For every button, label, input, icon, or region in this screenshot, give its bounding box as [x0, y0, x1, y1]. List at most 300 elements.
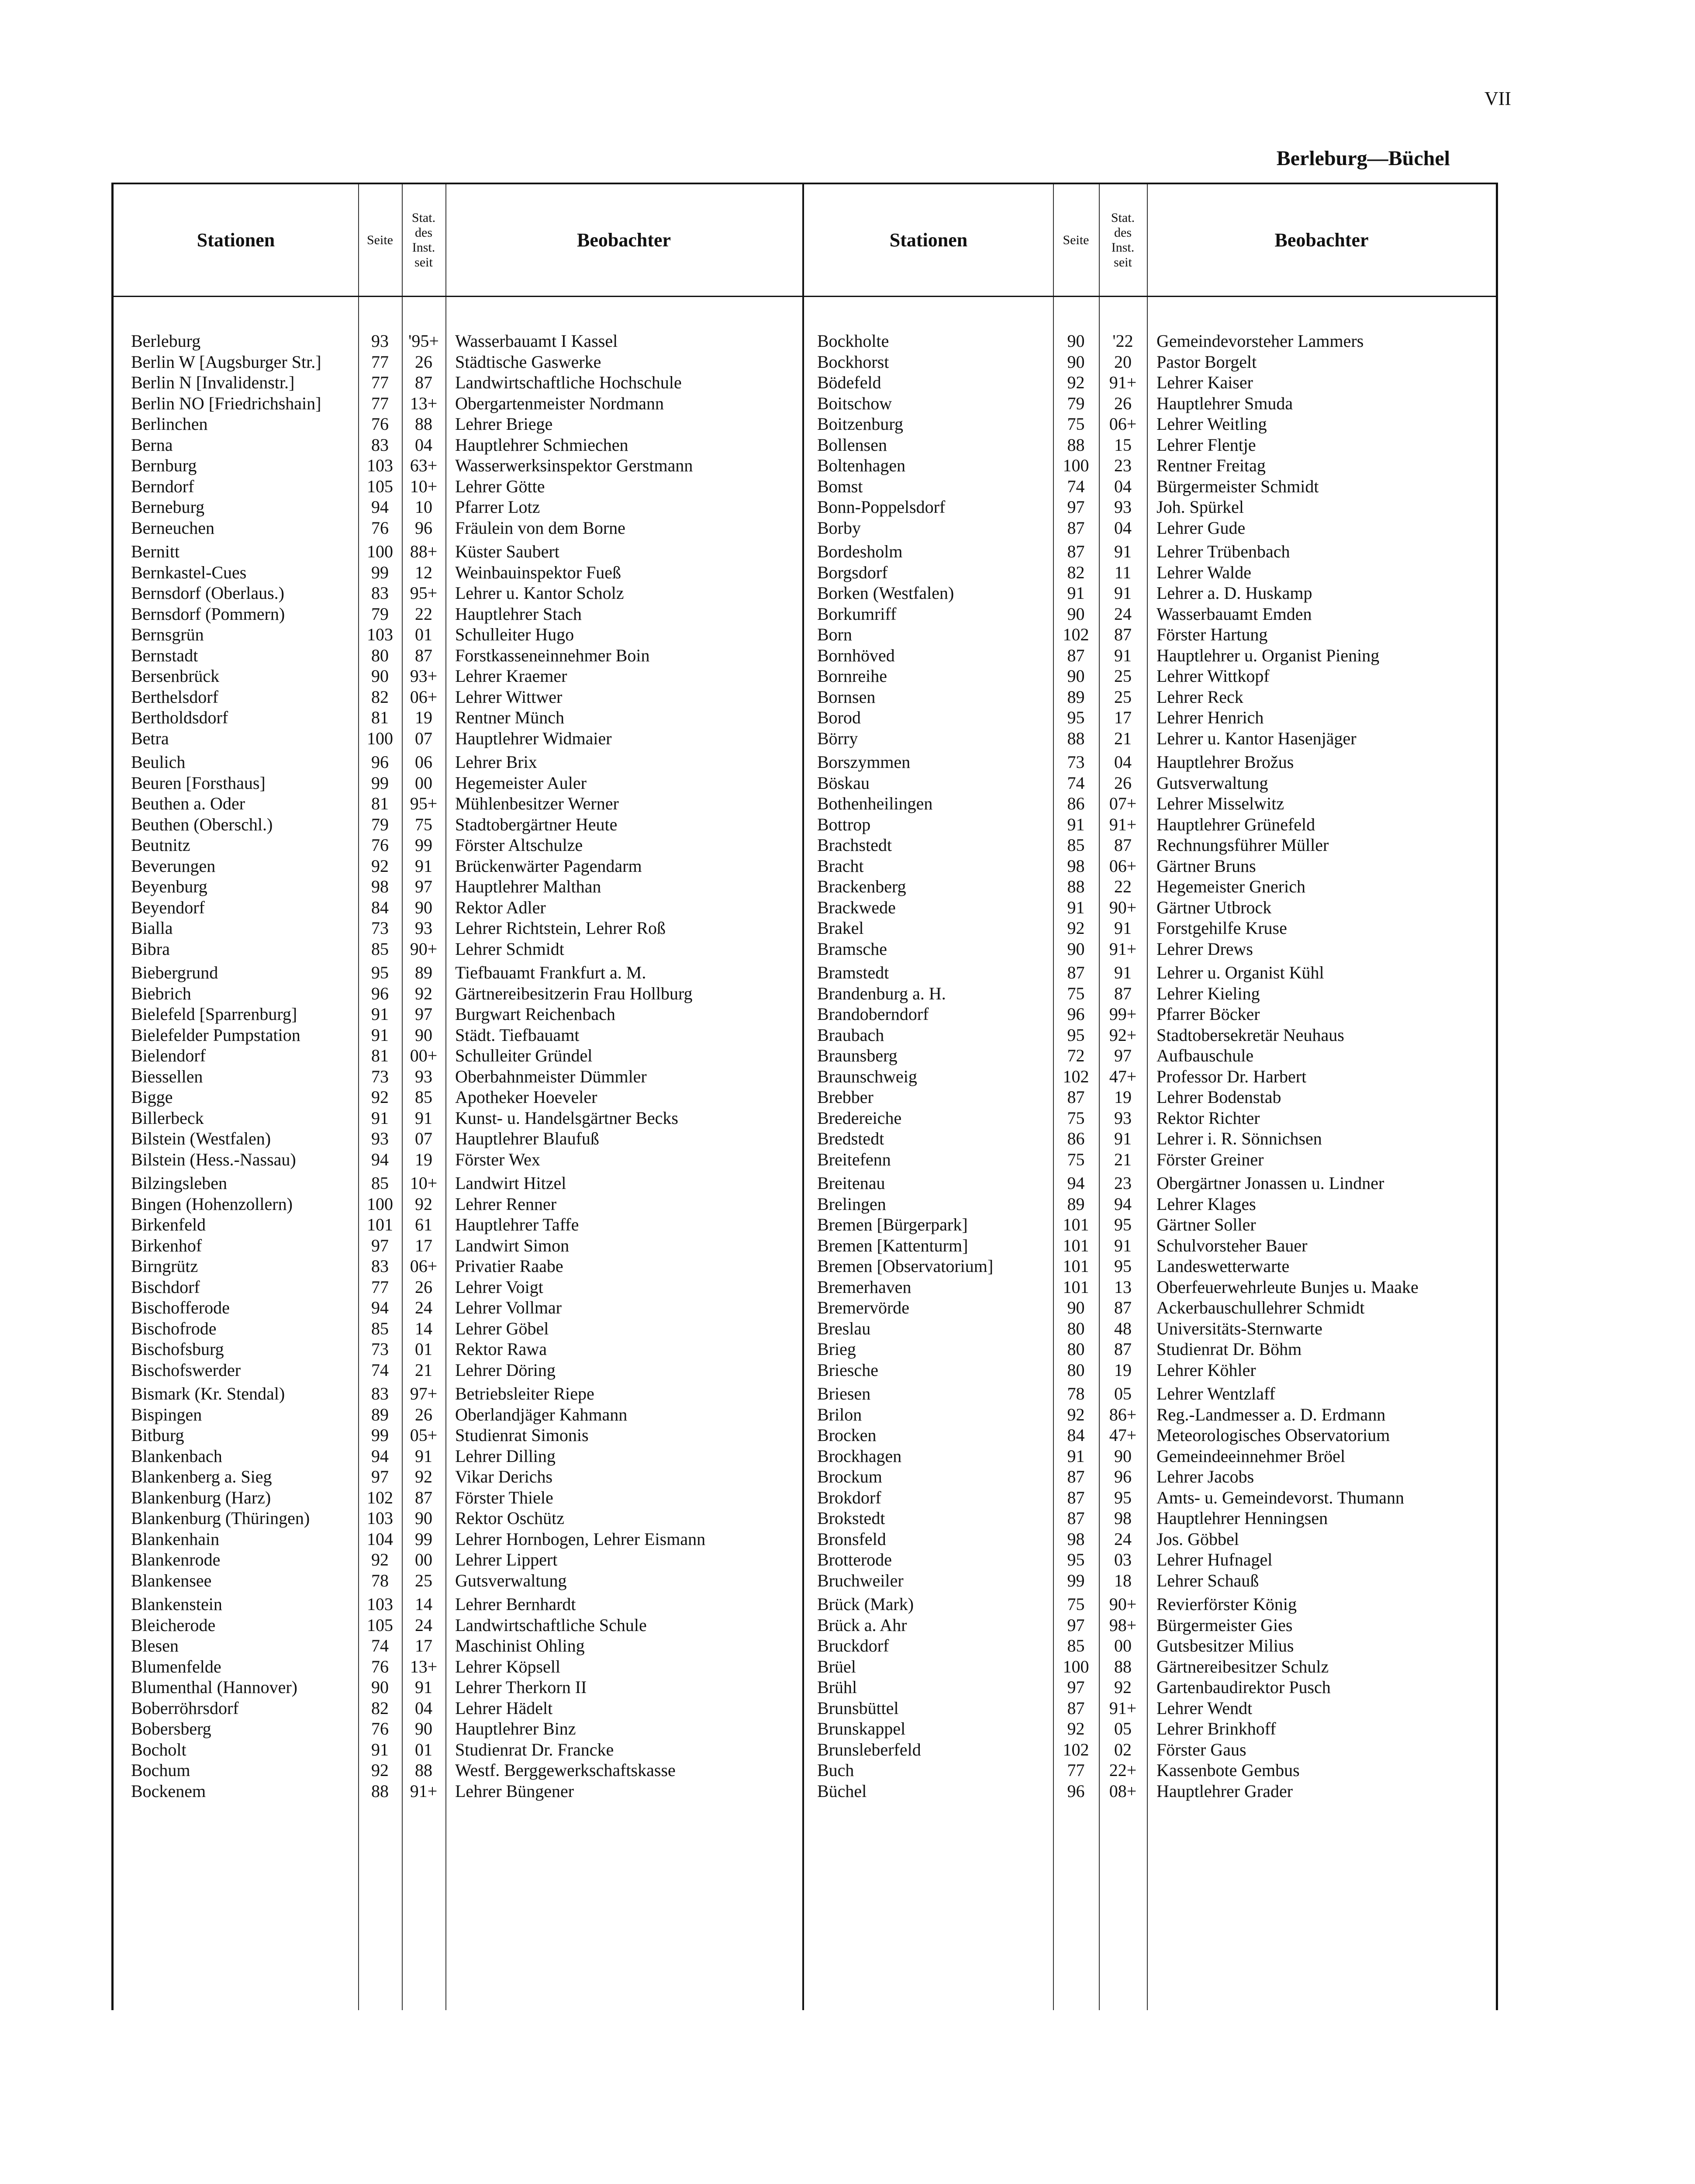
installed-since: 85: [415, 1087, 432, 1107]
page-ref: 73: [371, 1339, 389, 1359]
installed-since: 95: [1114, 1256, 1132, 1276]
station-name: Bernsgrün: [131, 625, 204, 644]
station-name: Bremen [Kattenturm]: [817, 1235, 968, 1255]
page-ref: 99: [371, 562, 389, 582]
header-seite: Seite: [367, 232, 393, 247]
table-row: [804, 1698, 1498, 1719]
page-ref: 88: [371, 1781, 389, 1801]
page-ref: 98: [371, 877, 389, 896]
page-ref: 76: [371, 835, 389, 855]
page-ref: 83: [371, 1384, 389, 1403]
observer-name: Kassenbote Gembus: [1156, 1760, 1300, 1780]
station-name: Borszymmen: [817, 752, 911, 772]
observer-name: Lehrer Wittkopf: [1156, 666, 1270, 686]
page-ref: 87: [1067, 645, 1085, 665]
station-name: Brilon: [817, 1404, 862, 1424]
page-ref: 75: [1067, 1108, 1085, 1128]
installed-since: 87: [1114, 1339, 1132, 1359]
observer-name: Lehrer a. D. Huskamp: [1156, 583, 1312, 603]
observer-name: Apotheker Hoeveler: [455, 1087, 597, 1107]
observer-name: Pfarrer Lotz: [455, 497, 540, 517]
installed-since: 87: [1114, 835, 1132, 855]
page-number: VII: [1484, 88, 1511, 109]
page-ref: 97: [1067, 1615, 1085, 1635]
page-ref: 91: [1067, 897, 1085, 917]
installed-since: 01: [415, 1339, 432, 1359]
table-row: [114, 1128, 802, 1149]
installed-since: 89: [415, 963, 432, 982]
table-row: [114, 1108, 802, 1129]
table-row: [114, 897, 802, 918]
observer-name: Lehrer Schauß: [1156, 1570, 1259, 1590]
page-ref: 90: [1067, 939, 1085, 959]
observer-name: Gärtner Soller: [1156, 1215, 1256, 1234]
table-row: [114, 1087, 802, 1108]
station-name: Brockhagen: [817, 1446, 902, 1466]
observer-name: Lehrer Kraemer: [455, 666, 567, 686]
station-name: Blankensee: [131, 1570, 212, 1590]
page-ref: 85: [371, 939, 389, 959]
table-row: [804, 1194, 1498, 1215]
page-ref: 85: [1067, 835, 1085, 855]
station-name: Berneuchen: [131, 518, 215, 538]
station-name: Brokstedt: [817, 1508, 885, 1528]
observer-name: Förster Gaus: [1156, 1739, 1246, 1759]
observer-name: Studienrat Simonis: [455, 1425, 589, 1445]
installed-since: 21: [415, 1360, 432, 1380]
table-row: [114, 1529, 802, 1550]
station-name: Bleicherode: [131, 1615, 216, 1635]
table-row: [804, 1446, 1498, 1467]
station-name: Brotterode: [817, 1550, 892, 1569]
header-stationen: Stationen: [197, 229, 275, 251]
table-row: [114, 962, 802, 983]
installed-since: 47+: [1109, 1425, 1137, 1445]
page-ref: 82: [371, 1698, 389, 1718]
observer-name: Studienrat Dr. Böhm: [1156, 1339, 1302, 1359]
page-ref: 84: [1067, 1425, 1085, 1445]
station-name: Beyenburg: [131, 877, 207, 896]
page-ref: 92: [371, 856, 389, 876]
observer-name: Landwirtschaftliche Hochschule: [455, 373, 682, 392]
installed-since: 99: [415, 835, 432, 855]
page-ref: 101: [1063, 1277, 1089, 1297]
header-stat-des-inst-seit: [1099, 184, 1147, 296]
installed-since: 26: [1114, 393, 1132, 413]
header-beobachter: Beobachter: [577, 229, 671, 251]
station-name: Bibra: [131, 939, 170, 959]
observer-name: Ackerbauschullehrer Schmidt: [1156, 1298, 1365, 1317]
page-ref: 91: [1067, 583, 1085, 603]
installed-since: 06: [415, 752, 432, 772]
observer-name: Oberbahnmeister Dümmler: [455, 1066, 647, 1086]
station-name: Breitefenn: [817, 1149, 891, 1169]
observer-name: Lehrer Bodenstab: [1156, 1087, 1281, 1107]
observer-name: Vikar Derichs: [455, 1467, 553, 1486]
page-ref: 93: [371, 331, 389, 351]
table-row: [804, 1656, 1498, 1677]
installed-since: 63+: [410, 456, 438, 475]
observer-name: Lehrer Bernhardt: [455, 1594, 576, 1614]
observer-name: Gärtner Bruns: [1156, 856, 1256, 876]
installed-since: 91: [415, 856, 432, 876]
station-name: Brokdorf: [817, 1487, 881, 1507]
station-name: Bredereiche: [817, 1108, 902, 1128]
table-row: [804, 793, 1498, 814]
station-name: Berlin NO [Friedrichshain]: [131, 393, 321, 413]
page-ref: 90: [1067, 352, 1085, 372]
station-name: Brakel: [817, 918, 864, 938]
observer-name: Stadtobersekretär Neuhaus: [1156, 1025, 1344, 1045]
station-name: Bockhorst: [817, 352, 889, 372]
observer-name: Brückenwärter Pagendarm: [455, 856, 642, 876]
table-row: [114, 666, 802, 687]
observer-name: Pfarrer Böcker: [1156, 1004, 1260, 1024]
page-ref: 87: [1067, 1467, 1085, 1486]
table-row: [114, 1466, 802, 1487]
page-ref: 92: [371, 1550, 389, 1569]
station-name: Brieg: [817, 1339, 856, 1359]
row-group: [114, 962, 802, 1170]
table-row: [114, 541, 802, 562]
table-row: [804, 1360, 1498, 1381]
installed-since: 90: [415, 1719, 432, 1738]
observer-name: Förster Hartung: [1156, 625, 1268, 644]
page-ref: 76: [371, 1656, 389, 1676]
page-ref: 101: [1063, 1256, 1089, 1276]
station-name: Breslau: [817, 1318, 871, 1338]
table-row: [804, 414, 1498, 435]
page-ref: 100: [367, 1194, 393, 1214]
observer-name: Betriebsleiter Riepe: [455, 1384, 594, 1403]
row-group: [804, 1383, 1498, 1591]
station-name: Billerbeck: [131, 1108, 204, 1128]
table-row: [114, 1718, 802, 1739]
table-row: [804, 1277, 1498, 1298]
observer-name: Universitäts-Sternwarte: [1156, 1318, 1322, 1338]
installed-since: 99+: [1109, 1004, 1137, 1024]
station-name: Bialla: [131, 918, 173, 938]
observer-name: Gartenbaudirektor Pusch: [1156, 1677, 1331, 1697]
station-name: Brandenburg a. H.: [817, 983, 946, 1003]
observer-name: Gutsverwaltung: [455, 1570, 567, 1590]
installed-since: 96: [415, 518, 432, 538]
installed-since: 88+: [410, 542, 438, 561]
station-name: Bocholt: [131, 1739, 186, 1759]
station-name: Bielendorf: [131, 1046, 206, 1065]
station-name: Borkumriff: [817, 604, 897, 624]
observer-name: Hauptlehrer Binz: [455, 1719, 576, 1738]
station-name: Bothenheilingen: [817, 794, 933, 813]
page-ref: 79: [371, 604, 389, 624]
station-name: Blankenbach: [131, 1446, 222, 1466]
installed-since: '22: [1112, 331, 1133, 351]
table-row: [804, 983, 1498, 1004]
table-row: [114, 687, 802, 708]
observer-name: Lehrer Flentje: [1156, 435, 1256, 455]
observer-name: Gemeindevorsteher Lammers: [1156, 331, 1364, 351]
observer-name: Lehrer Kieling: [1156, 983, 1260, 1003]
installed-since: 90+: [410, 939, 438, 959]
page-ref: 94: [1067, 1173, 1085, 1193]
observer-name: Obergartenmeister Nordmann: [455, 393, 664, 413]
station-name: Berlinchen: [131, 414, 208, 434]
installed-since: 07: [415, 728, 432, 748]
page-ref: 81: [371, 794, 389, 813]
installed-since: 90: [415, 1025, 432, 1045]
installed-since: 10: [415, 497, 432, 517]
observer-name: Schulleiter Gründel: [455, 1046, 593, 1065]
row-group: [114, 1173, 802, 1380]
installed-since: 91: [1114, 918, 1132, 938]
station-name: Brebber: [817, 1087, 873, 1107]
station-name: Brelingen: [817, 1194, 886, 1214]
station-name: Blankenhain: [131, 1529, 220, 1549]
station-name: Berlin W [Augsburger Str.]: [131, 352, 321, 372]
table-row: [804, 814, 1498, 835]
table-row: [114, 939, 802, 960]
installed-since: 92: [415, 983, 432, 1003]
station-name: Bielefeld [Sparrenburg]: [131, 1004, 297, 1024]
observer-name: Hauptlehrer Schmiechen: [455, 435, 628, 455]
observer-name: Hauptlehrer Malthan: [455, 877, 601, 896]
installed-since: 14: [415, 1318, 432, 1338]
station-name: Boberröhrsdorf: [131, 1698, 239, 1718]
station-name: Braunsberg: [817, 1046, 898, 1065]
station-name: Bigge: [131, 1087, 173, 1107]
page-ref: 84: [371, 897, 389, 917]
observer-name: Lehrer Brix: [455, 752, 537, 772]
station-name: Bernsdorf (Pommern): [131, 604, 285, 624]
page-ref: 92: [371, 1760, 389, 1780]
table-row: [804, 1339, 1498, 1360]
table-row: [114, 1214, 802, 1235]
page-ref: 73: [371, 1066, 389, 1086]
installed-since: 93: [1114, 497, 1132, 517]
observer-name: Lehrer Trübenbach: [1156, 542, 1290, 561]
table-row: [804, 1128, 1498, 1149]
page-ref: 90: [1067, 604, 1085, 624]
table-row: [804, 604, 1498, 625]
observer-name: Hauptlehrer Taffe: [455, 1215, 579, 1234]
station-name: Blankenburg (Harz): [131, 1487, 271, 1507]
installed-since: 94: [1114, 1194, 1132, 1214]
table-row: [114, 645, 802, 666]
observer-name: Hauptlehrer Grader: [1156, 1781, 1293, 1801]
page-ref: 91: [371, 1108, 389, 1128]
page-ref: 87: [1067, 542, 1085, 561]
table-row: [804, 1404, 1498, 1425]
observer-name: Lehrer Büngener: [455, 1781, 574, 1801]
page-ref: 92: [1067, 373, 1085, 392]
observer-name: Lehrer Köhler: [1156, 1360, 1256, 1380]
installed-since: 90: [415, 897, 432, 917]
installed-since: 25: [415, 1570, 432, 1590]
table-row: [114, 728, 802, 749]
station-name: Blankenrode: [131, 1550, 221, 1569]
installed-since: 87: [1114, 1298, 1132, 1317]
table-row: [804, 1594, 1498, 1615]
table-row: [804, 1549, 1498, 1570]
installed-since: 06+: [410, 1256, 438, 1276]
page-ref: 90: [371, 1677, 389, 1697]
page-ref: 85: [371, 1173, 389, 1193]
station-name: Bremervörde: [817, 1298, 910, 1317]
installed-since: 22: [1114, 877, 1132, 896]
observer-name: Lehrer u. Organist Kühl: [1156, 963, 1324, 982]
page-ref: 100: [367, 728, 393, 748]
page-ref: 87: [1067, 1698, 1085, 1718]
page-ref: 85: [1067, 1636, 1085, 1655]
right-table-half: [802, 184, 1498, 2010]
installed-since: 23: [1114, 456, 1132, 475]
installed-since: 91: [415, 1446, 432, 1466]
installed-since: 19: [415, 1149, 432, 1169]
observer-name: Hegemeister Auler: [455, 773, 587, 793]
installed-since: 91: [1114, 1235, 1132, 1255]
observer-name: Gutsverwaltung: [1156, 773, 1268, 793]
station-name: Beutnitz: [131, 835, 190, 855]
observer-name: Schulvorsteher Bauer: [1156, 1235, 1308, 1255]
table-row: [114, 1045, 802, 1066]
station-name: Beyendorf: [131, 897, 205, 917]
station-name: Bilzingsleben: [131, 1173, 227, 1193]
installed-since: 93+: [410, 666, 438, 686]
table-row: [114, 1615, 802, 1636]
station-name: Blankenberg a. Sieg: [131, 1467, 272, 1486]
page-ref: 76: [371, 414, 389, 434]
station-name: Born: [817, 625, 852, 644]
page-ref: 85: [371, 1318, 389, 1338]
table-row: [114, 1256, 802, 1277]
table-row: [804, 393, 1498, 414]
station-name: Betra: [131, 728, 169, 748]
station-name: Boitschow: [817, 393, 892, 413]
page-ref: 87: [1067, 1487, 1085, 1507]
observer-name: Schulleiter Hugo: [455, 625, 574, 644]
observer-name: Hauptlehrer Grünefeld: [1156, 814, 1315, 834]
page-ref: 82: [371, 687, 389, 707]
observer-name: Joh. Spürkel: [1156, 497, 1244, 517]
installed-since: 26: [415, 1404, 432, 1424]
station-name: Bernkastel-Cues: [131, 562, 247, 582]
page-ref: 81: [371, 1046, 389, 1065]
installed-since: 91: [1114, 1129, 1132, 1148]
station-name: Blumenthal (Hannover): [131, 1677, 297, 1697]
page-ref: 80: [1067, 1339, 1085, 1359]
page-ref: 75: [1067, 1149, 1085, 1169]
installed-since: 12: [415, 562, 432, 582]
installed-since: 07+: [1109, 794, 1137, 813]
page-ref: 96: [371, 983, 389, 1003]
table-row: [804, 1383, 1498, 1404]
page-ref: 95: [1067, 1025, 1085, 1045]
station-name: Beverungen: [131, 856, 216, 876]
installed-since: 22: [415, 604, 432, 624]
observer-name: Weinbauinspektor Fueß: [455, 562, 621, 582]
header-stat-des-inst-seit: [402, 184, 445, 296]
station-name: Büchel: [817, 1781, 867, 1801]
station-name: Bischdorf: [131, 1277, 200, 1297]
table-row: [804, 541, 1498, 562]
table-row: [804, 876, 1498, 897]
installed-since: 99: [415, 1529, 432, 1549]
installed-since: 91: [1114, 963, 1132, 982]
station-name: Brück (Mark): [817, 1594, 914, 1614]
table-row: [114, 352, 802, 373]
table-row: [114, 1360, 802, 1381]
station-name: Bilstein (Hess.-Nassau): [131, 1149, 296, 1169]
table-row: [804, 728, 1498, 749]
installed-since: 91: [1114, 645, 1132, 665]
table-row: [114, 497, 802, 518]
table-row: [804, 435, 1498, 456]
page-ref: 94: [371, 1298, 389, 1317]
station-name: Bernstadt: [131, 645, 198, 665]
observer-name: Lehrer Weitling: [1156, 414, 1267, 434]
table-row: [114, 1446, 802, 1467]
installed-since: 98: [1114, 1508, 1132, 1528]
installed-since: 19: [1114, 1087, 1132, 1107]
page-ref: 74: [1067, 773, 1085, 793]
row-group: [804, 1594, 1498, 1801]
station-name: Bockholte: [817, 331, 889, 351]
station-name: Biebergrund: [131, 963, 218, 982]
page-ref: 76: [371, 518, 389, 538]
page-ref: 95: [1067, 708, 1085, 727]
table-row: [114, 856, 802, 877]
installed-since: 91+: [1109, 939, 1137, 959]
table-row: [114, 1677, 802, 1698]
observer-name: Lehrer Klages: [1156, 1194, 1256, 1214]
page-ref: 88: [1067, 728, 1085, 748]
table-row: [114, 518, 802, 539]
observer-name: Privatier Raabe: [455, 1256, 563, 1276]
stations-table: [111, 183, 1498, 2010]
installed-since: 08+: [1109, 1781, 1137, 1801]
installed-since: 93: [415, 1066, 432, 1086]
station-name: Bockenem: [131, 1781, 206, 1801]
page-ref: 82: [1067, 562, 1085, 582]
station-name: Bornhöved: [817, 645, 895, 665]
table-row: [804, 1108, 1498, 1129]
table-row: [114, 1004, 802, 1025]
station-name: Biebrich: [131, 983, 191, 1003]
table-row: [804, 897, 1498, 918]
station-name: Berneburg: [131, 497, 205, 517]
page-ref: 77: [371, 1277, 389, 1297]
observer-name: Landwirt Hitzel: [455, 1173, 566, 1193]
table-row: [114, 1570, 802, 1591]
header-seite: Seite: [1063, 232, 1089, 247]
installed-since: 88: [1114, 1656, 1132, 1676]
installed-since: 87: [415, 373, 432, 392]
table-row: [114, 562, 802, 583]
installed-since: 90+: [1109, 897, 1137, 917]
installed-since: 90: [1114, 1446, 1132, 1466]
station-name: Bielefelder Pumpstation: [131, 1025, 300, 1045]
observer-name: Mühlenbesitzer Werner: [455, 794, 619, 813]
installed-since: 19: [1114, 1360, 1132, 1380]
observer-name: Lehrer Götte: [455, 476, 545, 496]
page-ref: 98: [1067, 856, 1085, 876]
installed-since: '95+: [408, 331, 439, 351]
table-row: [804, 352, 1498, 373]
table-row: [114, 1297, 802, 1318]
table-row: [804, 1235, 1498, 1256]
observer-name: Hauptlehrer Henningsen: [1156, 1508, 1328, 1528]
station-name: Brachstedt: [817, 835, 892, 855]
